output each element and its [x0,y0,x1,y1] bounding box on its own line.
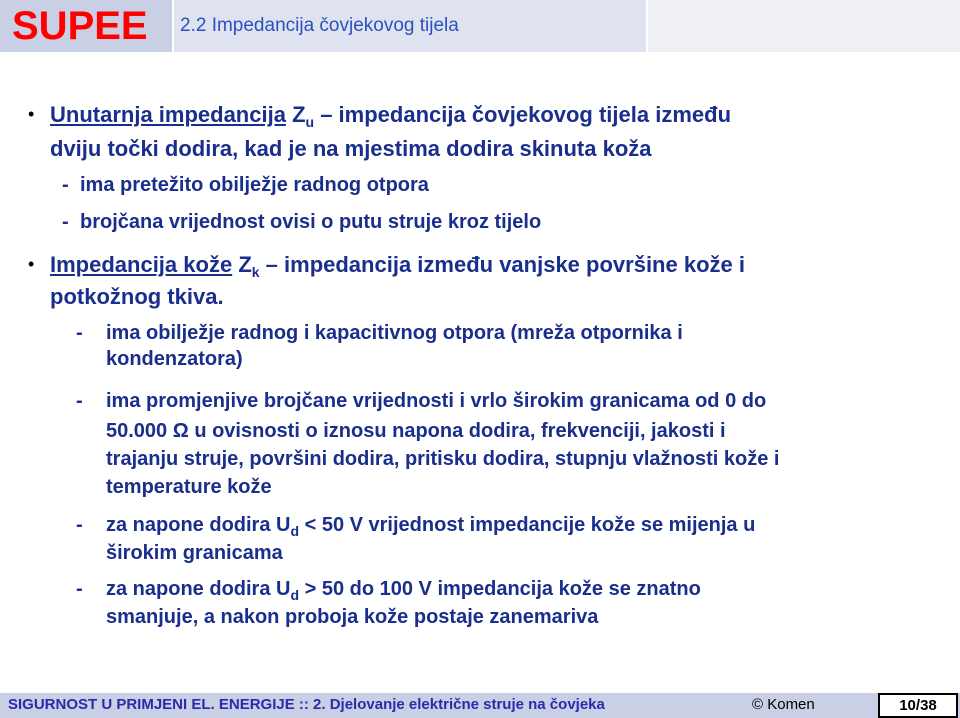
dash-2-3-post: < 50 V vrijednost impedancije kože se mijenja u [299,514,756,536]
dash-1-2: brojčana vrijednost ovisi o putu struje kroz tijelo [80,211,542,233]
dash-2-3-line-2: širokim granicama [106,542,283,564]
bullet-2-rest: – impedancija između vanjske površine kože i [259,252,745,277]
term-skin-impedance: Impedancija kože [50,252,233,277]
footer-author: © Komen [752,696,815,713]
dash-2-4-pre: za napone dodira U [106,578,291,600]
bullet-icon: • [28,254,35,274]
symbol: Z [238,252,252,277]
symbol-sub: k [251,264,260,280]
footer [0,693,960,718]
dash-marker: - [76,322,83,344]
dash-2-2-line-4: temperature kože [106,476,272,498]
dash-2-1-line-1: ima obilježje radnog i kapacitivnog otpora (mreža otpornika i [106,322,683,344]
header [0,0,960,52]
logo: SUPEE [12,4,148,48]
dash-2-3-line-1 [106,514,755,537]
dash-2-3-sub: d [290,523,300,539]
dash-2-4-sub: d [290,587,300,603]
dash-marker: - [76,514,83,536]
subtitle-box [174,0,646,52]
bullet-icon: • [28,104,35,124]
dash-2-3-pre: za napone dodira U [106,514,291,536]
dash-marker: - [62,174,69,196]
slide-subtitle: 2.2 Impedancija čovjekovog tijela [180,15,459,36]
term-internal-impedance: Unutarnja impedancija [50,102,286,127]
bullet-1-line-2: dviju točki dodira, kad je na mjestima dodira skinuta koža [50,136,652,161]
bullet-2-line-1 [50,252,745,278]
logo-box [0,0,172,52]
dash-marker: - [62,211,69,233]
bullet-1-line-1 [50,102,731,128]
dash-2-2-line-3: trajanju struje, površini dodira, pritisku dodira, stupnju vlažnosti kože i [106,448,780,470]
bullet-2-line-2: potkožnog tkiva. [50,284,224,309]
dash-marker: - [76,578,83,600]
dash-2-1-line-2: kondenzatora) [106,348,243,370]
symbol-sub: u [305,114,315,130]
dash-2-2-line-2: 50.000 Ω u ovisnosti o iznosu napona dodira, frekvenciji, jakosti i [106,420,726,442]
dash-2-4-line-1 [106,578,701,601]
bullet-1-rest: – impedancija čovjekovog tijela između [314,102,732,127]
dash-2-4-line-2: smanjuje, a nakon proboja kože postaje zanemariva [106,606,599,628]
dash-2-4-post: > 50 do 100 V impedancija kože se znatno [299,578,701,600]
header-right-band [648,0,960,52]
dash-2-2-line-1: ima promjenjive brojčane vrijednosti i vrlo širokim granicama od 0 do [106,390,767,412]
dash-1-1: ima pretežito obilježje radnog otpora [80,174,429,196]
page-number: 10/38 [878,693,958,718]
symbol: Z [292,102,306,127]
footer-course-title: SIGURNOST U PRIMJENI EL. ENERGIJE :: 2. Djelovanje električne struje na čovjeka [8,696,605,713]
dash-marker: - [76,390,83,412]
